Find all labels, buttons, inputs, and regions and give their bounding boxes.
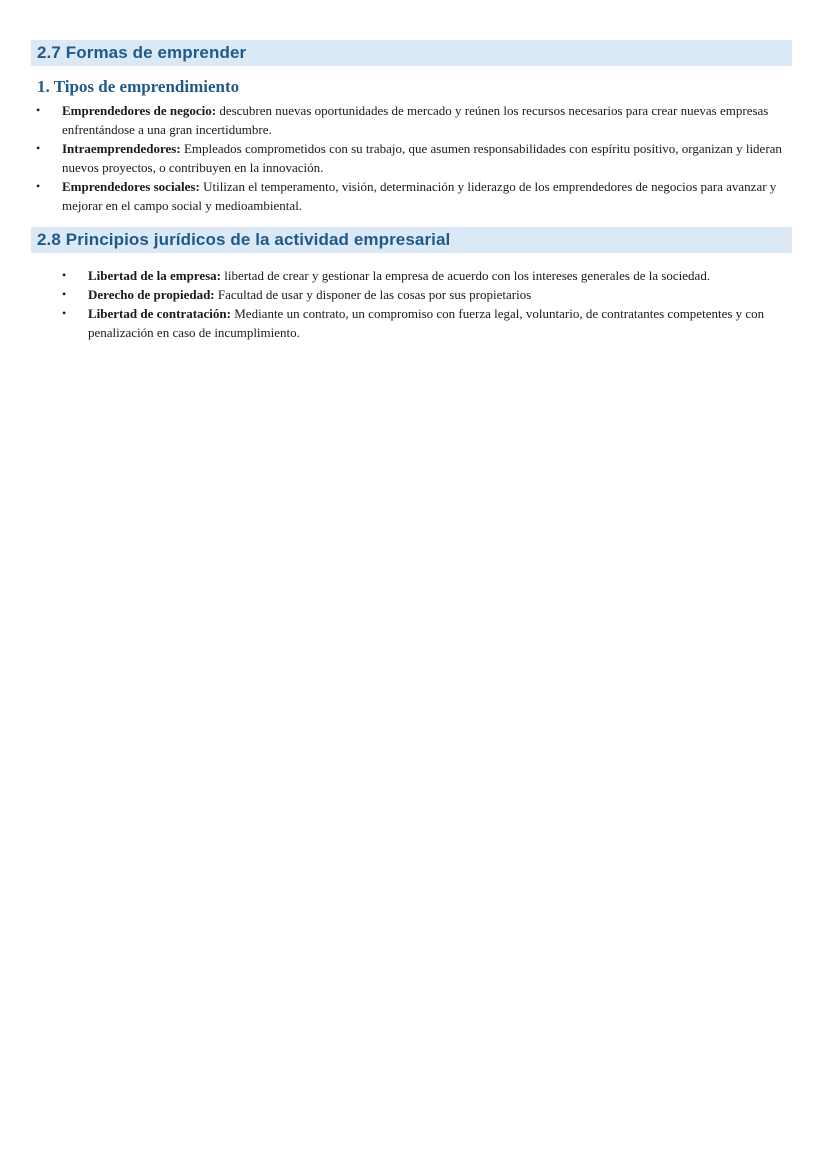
tipos-emprendimiento-list: [36, 101, 792, 215]
bullet-icon: •: [62, 268, 67, 282]
item-text: descubren nuevas oportunidades de mercado y reúnen los recursos necesarios para crear nuevas empresas enfrentándose a una gran incertidumbre.: [62, 103, 769, 137]
item-text: libertad de crear y gestionar la empresa de acuerdo con los intereses generales de la sociedad.: [221, 268, 711, 283]
bullet-icon: •: [62, 306, 67, 320]
item-text: Facultad de usar y disponer de las cosas por sus propietarios: [214, 287, 532, 302]
item-term: Derecho de propiedad:: [88, 287, 215, 302]
principios-juridicos-list: [62, 266, 792, 342]
list-item: [62, 304, 792, 342]
item-term: Emprendedores de negocio:: [62, 103, 217, 118]
item-text: Empleados comprometidos con su trabajo, que asumen responsabilidades con espíritu positivo, organizan y lideran nuevos proyectos, o contribuyen en la innovación.: [62, 141, 782, 175]
bullet-icon: •: [36, 141, 41, 155]
list-item: [62, 285, 792, 304]
subsection-title-tipos-de-emprendimiento: 1. Tipos de emprendimiento: [37, 77, 240, 96]
section-heading-bar: [31, 40, 792, 66]
section-title-principios-juridicos: 2.8 Principios jurídicos de la actividad empresarial: [37, 230, 451, 249]
item-term: Intraemprendedores:: [62, 141, 181, 156]
item-text: Utilizan el temperamento, visión, determinación y liderazgo de los emprendedores de negocios para avanzar y mejorar en el campo social y medioambiental.: [62, 179, 777, 213]
section-heading-bar: [31, 227, 792, 253]
list-item: [62, 266, 792, 285]
item-term: Libertad de la empresa:: [88, 268, 221, 283]
bullet-icon: •: [62, 287, 67, 301]
list-item: [36, 139, 792, 177]
item-term: Libertad de contratación:: [88, 306, 231, 321]
bullet-icon: •: [36, 103, 41, 117]
section-title-formas-de-emprender: 2.7 Formas de emprender: [37, 43, 247, 62]
bullet-icon: •: [36, 179, 41, 193]
item-text: Mediante un contrato, un compromiso con fuerza legal, voluntario, de contratantes competentes y con penalización en caso de incumplimiento.: [88, 306, 765, 340]
list-item: [36, 101, 792, 139]
list-item: [36, 177, 792, 215]
item-term: Emprendedores sociales:: [62, 179, 200, 194]
